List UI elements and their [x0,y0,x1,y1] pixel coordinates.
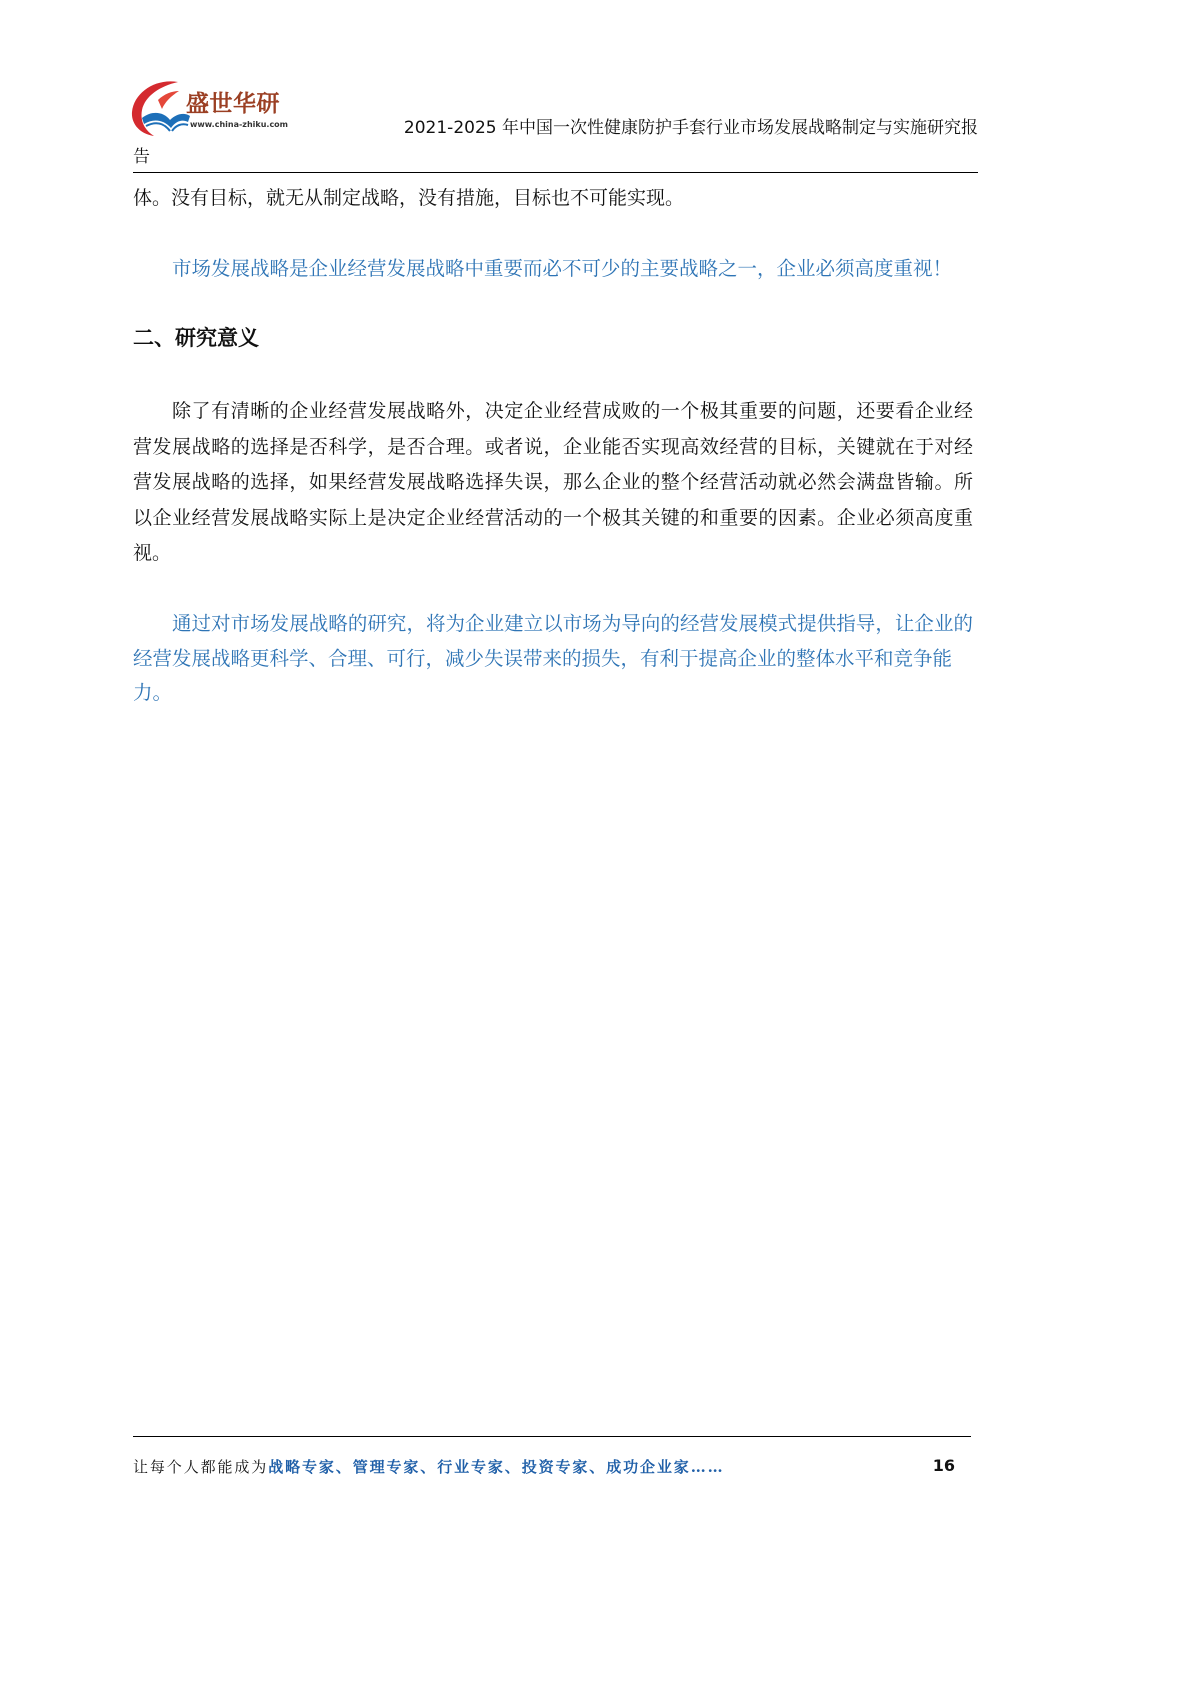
header-title-line-1: 2021-2025 年中国一次性健康防护手套行业市场发展战略制定与实施研究报 [403,118,978,138]
footer-rule [133,1436,971,1437]
logo-brand-name: 盛世华研 [186,91,280,117]
logo-url: www.china-zhiku.com [190,120,289,129]
highlight-line: 通过对市场发展战略的研究，将为企业建立以市场为导向的经营发展模式提供指导，让企业的 [172,612,973,635]
header-title-line-2: 告 [133,147,150,167]
paragraph-line: 以企业经营发展战略实际上是决定企业经营活动的一个极其关键的和重要的因素。企业必须高度重 [133,506,973,529]
page-number: 16 [932,1456,955,1475]
highlight-line: 力。 [133,681,173,704]
section-heading: 二、研究意义 [133,326,259,350]
highlight-line: 经营发展战略更科学、合理、可行，减少失误带来的损失，有利于提高企业的整体水平和竞争能 [133,646,953,670]
highlight-statement: 市场发展战略是企业经营发展战略中重要而必不可少的主要战略之一，企业必须高度重视！ [172,257,953,280]
header-rule [133,172,978,173]
intro-line: 体。没有目标，就无从制定战略，没有措施，目标也不可能实现。 [133,187,685,209]
logo [128,74,293,140]
paragraph-line: 营发展战略的选择，如果经营发展战略选择失误，那么企业的整个经营活动就必然会满盘皆输。所 [133,471,973,493]
paragraph-line: 营发展战略的选择是否科学，是否合理。或者说，企业能否实现高效经营的目标，关键就在于对经 [133,435,973,458]
footer-slogan-prefix: 让每个人都能成为 [133,1458,269,1476]
paragraph-line: 除了有清晰的企业经营发展战略外，决定企业经营成败的一个极其重要的问题，还要看企业经 [172,400,973,422]
highlight-paragraph [133,607,973,711]
logo-swoosh-icon [128,78,190,138]
research-significance-paragraph [133,394,973,572]
footer-slogan [133,1456,725,1478]
paragraph-line: 视。 [133,542,172,564]
footer-slogan-roles: 战略专家、管理专家、行业专家、投资专家、成功企业家…… [268,1458,725,1476]
